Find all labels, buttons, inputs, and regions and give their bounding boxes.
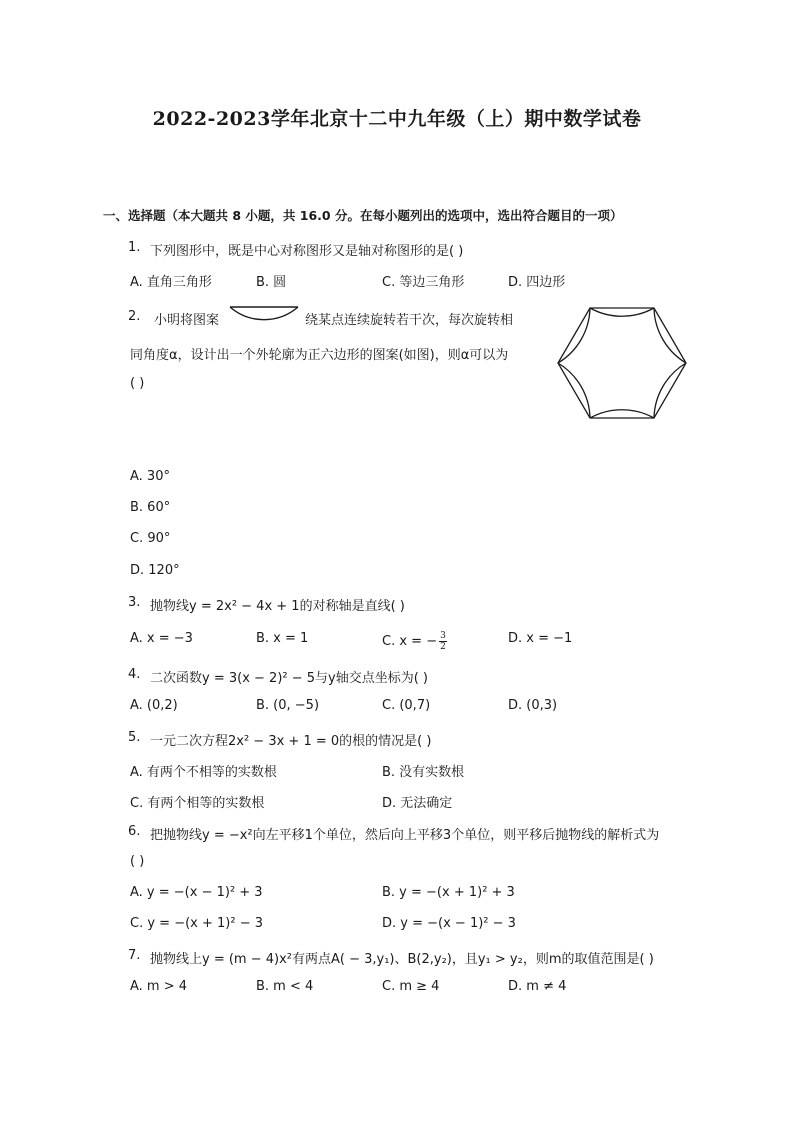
q2-option-d: D. 120° [130, 563, 180, 578]
question-2-text-c: 同角度α，设计出一个外轮廓为正六边形的图案(如图)，则α可以为 [130, 348, 509, 363]
question-4-number: 4. [128, 667, 141, 682]
fraction-numerator: 3 [440, 631, 446, 641]
q6-option-c: C. y = −(x + 1)² − 3 [130, 916, 263, 931]
fraction-denominator: 2 [440, 642, 446, 652]
q6-option-a: A. y = −(x − 1)² + 3 [130, 885, 263, 900]
question-1-number: 1. [128, 240, 141, 255]
q1-option-b: B. 圆 [256, 275, 287, 290]
page-title: 2022-2023学年北京十二中九年级（上）期中数学试卷 [152, 108, 642, 130]
q3-option-a: A. x = −3 [130, 631, 193, 646]
q4-option-d: D. (0,3) [508, 698, 558, 713]
q2-option-a: A. 30° [130, 469, 170, 484]
question-7-text: 抛物线上y = (m − 4)x²有两点A( − 3,y₁)、B(2,y₂)，且y₁ > y₂，则m的取值范围是( ) [150, 952, 654, 967]
question-3-text: 抛物线y = 2x² − 4x + 1的对称轴是直线( ) [150, 599, 405, 614]
q4-option-a: A. (0,2) [130, 698, 178, 713]
q2-option-b: B. 60° [130, 500, 171, 515]
q2-option-c: C. 90° [130, 531, 171, 546]
question-6-number: 6. [128, 824, 141, 839]
question-1-text: 下列图形中，既是中心对称图形又是轴对称图形的是( ) [150, 244, 464, 259]
arc-pattern-icon [226, 304, 302, 328]
question-5-text: 一元二次方程2x² − 3x + 1 = 0的根的情况是( ) [150, 734, 432, 749]
question-3-number: 3. [128, 595, 141, 610]
q5-option-b: B. 没有实数根 [382, 765, 465, 780]
section-heading: 一、选择题（本大题共 8 小题，共 16.0 分。在每小题列出的选项中，选出符合题目的一项） [103, 208, 623, 223]
question-6-text: 把抛物线y = −x²向左平移1个单位，然后向上平移3个单位，则平移后抛物线的解析式为 [150, 828, 660, 843]
q4-option-c: C. (0,7) [382, 698, 431, 713]
question-6-text-b: ( ) [130, 854, 145, 869]
q5-option-a: A. 有两个不相等的实数根 [130, 765, 277, 780]
q1-option-d: D. 四边形 [508, 275, 566, 290]
q7-option-d: D. m ≠ 4 [508, 979, 567, 994]
q4-option-b: B. (0, −5) [256, 698, 320, 713]
q7-option-b: B. m < 4 [256, 979, 314, 994]
q1-option-a: A. 直角三角形 [130, 275, 212, 290]
fraction [439, 631, 447, 652]
q5-option-d: D. 无法确定 [382, 796, 453, 811]
q3-option-c [382, 631, 447, 652]
question-5-number: 5. [128, 730, 141, 745]
q3-option-d: D. x = −1 [508, 631, 573, 646]
q7-option-c: C. m ≥ 4 [382, 979, 440, 994]
question-2-number: 2. [128, 309, 141, 324]
question-2-text-a: 小明将图案 [154, 313, 220, 328]
hexagon-arcs-figure [554, 304, 690, 422]
q3-option-b: B. x = 1 [256, 631, 309, 646]
question-7-number: 7. [128, 948, 141, 963]
q1-option-c: C. 等边三角形 [382, 275, 465, 290]
q6-option-b: B. y = −(x + 1)² + 3 [382, 885, 515, 900]
q5-option-c: C. 有两个相等的实数根 [130, 796, 265, 811]
q6-option-d: D. y = −(x − 1)² − 3 [382, 916, 516, 931]
question-2-text-b: 绕某点连续旋转若干次，每次旋转相 [305, 313, 514, 328]
question-2-text-d: ( ) [130, 376, 145, 391]
q7-option-a: A. m > 4 [130, 979, 188, 994]
q3-option-c-label: C. x = − [382, 634, 438, 649]
question-4-text: 二次函数y = 3(x − 2)² − 5与y轴交点坐标为( ) [150, 671, 428, 686]
